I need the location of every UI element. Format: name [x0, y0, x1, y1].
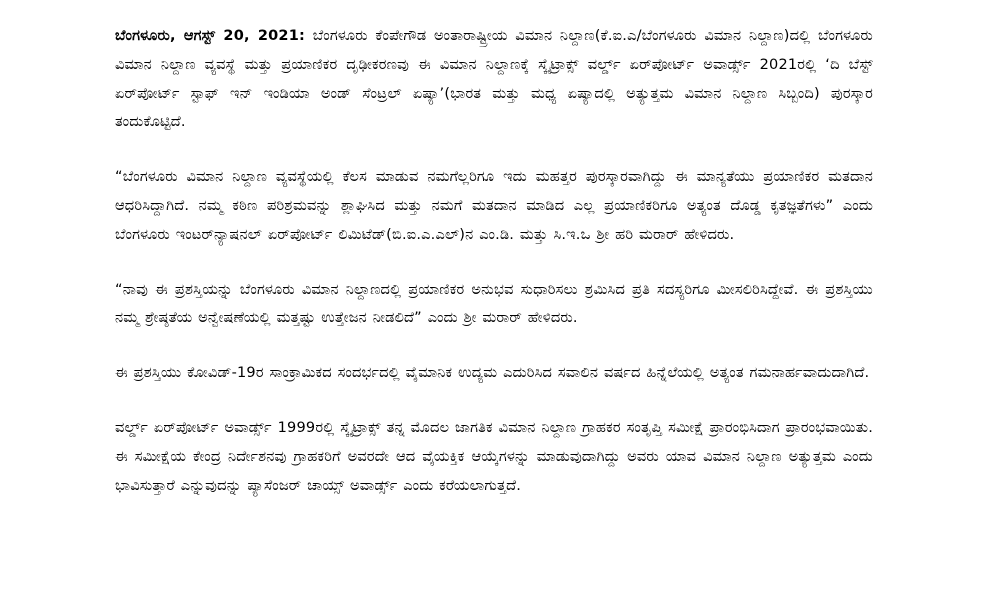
dateline: ಬೆಂಗಳೂರು, ಆಗಸ್ಟ್ 20, 2021:: [115, 28, 306, 44]
paragraph-1: [115, 22, 873, 137]
paragraph-3: “ನಾವು ಈ ಪ್ರಶಸ್ತಿಯನ್ನು ಬೆಂಗಳೂರು ವಿಮಾನ ನಿಲ್ದಾಣದಲ್ಲಿ ಪ್ರಯಾಣಿಕರ ಅನುಭವ ಸುಧಾರಿಸಲು ಶ್ರಮಿಸಿದ ಪ್ರತಿ ಸದಸ್ಯರಿಗೂ ಮೀಸಲಿರಿಸಿದ್ದೇವೆ. ಈ ಪ್ರಶಸ್ತಿಯು ನಮ್ಮ ಶ್ರೇಷ್ಠತೆಯ ಅನ್ವೇಷಣೆಯಲ್ಲಿ ಮತ್ತಷ್ಟು ಉತ್ತೇಜನ ನೀಡಲಿದೆ” ಎಂದು ಶ್ರೀ ಮರಾರ್ ಹೇಳಿದರು.: [115, 281, 873, 327]
paragraph-5: ವರ್ಲ್ಡ್ ಏರ್‌ಪೋರ್ಟ್ ಅವಾರ್ಡ್ಸ್ 1999ರಲ್ಲಿ ಸ್ಕೈಟ್ರಾಕ್ಸ್ ತನ್ನ ಮೊದಲ ಜಾಗತಿಕ ವಿಮಾನ ನಿಲ್ದಾಣ ಗ್ರಾಹಕರ ಸಂತೃಪ್ತಿ ಸಮೀಕ್ಷೆ ಪ್ರಾರಂಭಿಸಿದಾಗ ಪ್ರಾರಂಭವಾಯಿತು. ಈ ಸಮೀಕ್ಷೆಯ ಕೇಂದ್ರ ನಿರ್ದೇಶನವು ಗ್ರಾಹಕರಿಗೆ ಅವರದೇ ಆದ ವೈಯಕ್ತಿಕ ಆಯ್ಕೆಗಳನ್ನು ಮಾಡುವುದಾಗಿದ್ದು ಅವರು ಯಾವ ವಿಮಾನ ನಿಲ್ದಾಣ ಅತ್ಯುತ್ತಮ ಎಂದು ಭಾವಿಸುತ್ತಾರೆ ಎನ್ನುವುದನ್ನು ಪ್ಯಾಸೆಂಜರ್ ಚಾಯ್ಸ್ ಅವಾರ್ಡ್ಸ್ ಎಂದು ಕರೆಯಲಾಗುತ್ತದೆ.: [115, 419, 873, 494]
paragraph-1-text: ಬೆಂಗಳೂರು ಕೆಂಪೇಗೌಡ ಅಂತಾರಾಷ್ಟ್ರೀಯ ವಿಮಾನ ನಿಲ್ದಾಣ(ಕೆ.ಐ.ಎ/ಬೆಂಗಳೂರು ವಿಮಾನ ನಿಲ್ದಾಣ)ದಲ್ಲಿ ಬೆಂಗಳೂರು ವಿಮಾನ ನಿಲ್ದಾಣ ವ್ಯವಸ್ಥೆ ಮತ್ತು ಪ್ರಯಾಣಿಕರ ದೃಢೀಕರಣವು ಈ ವಿಮಾನ ನಿಲ್ದಾಣಕ್ಕೆ ಸ್ಕೈಟ್ರಾಕ್ಸ್ ವರ್ಲ್ಡ್ ಏರ್‌ಪೋರ್ಟ್ ಅವಾರ್ಡ್ಸ್ 2021ರಲ್ಲಿ ‘ದಿ ಬೆಸ್ಟ್ ಏರ್‌ಪೋರ್ಟ್ ಸ್ಟಾಫ್ ಇನ್ ಇಂಡಿಯಾ ಅಂಡ್ ಸೆಂಟ್ರಲ್ ಏಷ್ಯಾ’(ಭಾರತ ಮತ್ತು ಮಧ್ಯ ಏಷ್ಯಾದಲ್ಲಿ ಅತ್ಯುತ್ತಮ ವಿಮಾನ ನಿಲ್ದಾಣ ಸಿಬ್ಬಂದಿ) ಪುರಸ್ಕಾರ ತಂದುಕೊಟ್ಟಿದೆ.: [115, 28, 873, 131]
paragraph-4: ಈ ಪ್ರಶಸ್ತಿಯು ಕೋವಿಡ್-19ರ ಸಾಂಕ್ರಾಮಿಕದ ಸಂದರ್ಭದಲ್ಲಿ ವೈಮಾನಿಕ ಉದ್ಯಮ ಎದುರಿಸಿದ ಸವಾಲಿನ ವರ್ಷದ ಹಿನ್ನೆಲೆಯಲ್ಲಿ ಅತ್ಯಂತ ಗಮನಾರ್ಹವಾದುದಾಗಿದೆ.: [115, 365, 870, 382]
paragraph-2: “ಬೆಂಗಳೂರು ವಿಮಾನ ನಿಲ್ದಾಣ ವ್ಯವಸ್ಥೆಯಲ್ಲಿ ಕೆಲಸ ಮಾಡುವ ನಮಗೆಲ್ಲರಿಗೂ ಇದು ಮಹತ್ತರ ಪುರಸ್ಕಾರವಾಗಿದ್ದು ಈ ಮಾನ್ಯತೆಯು ಪ್ರಯಾಣಿಕರ ಮತದಾನ ಆಧರಿಸಿದ್ದಾಗಿದೆ. ನಮ್ಮ ಕಠಿಣ ಪರಿಶ್ರಮವನ್ನು ಶ್ಲಾಘಿಸಿದ ಮತ್ತು ನಮಗೆ ಮತದಾನ ಮಾಡಿದ ಎಲ್ಲ ಪ್ರಯಾಣಿಕರಿಗೂ ಅತ್ಯಂತ ದೊಡ್ಡ ಕೃತಜ್ಞತೆಗಳು” ಎಂದು ಬೆಂಗಳೂರು ಇಂಟರ್‌ನ್ಯಾಷನಲ್ ಏರ್‌ಪೋರ್ಟ್ ಲಿಮಿಟೆಡ್(ಬಿ.ಐ.ಎ.ಎಲ್)ನ ಎಂ.ಡಿ. ಮತ್ತು ಸಿ.ಇ.ಒ ಶ್ರೀ ಹರಿ ಮರಾರ್ ಹೇಳಿದರು.: [115, 169, 873, 243]
document-page: [115, 22, 873, 526]
